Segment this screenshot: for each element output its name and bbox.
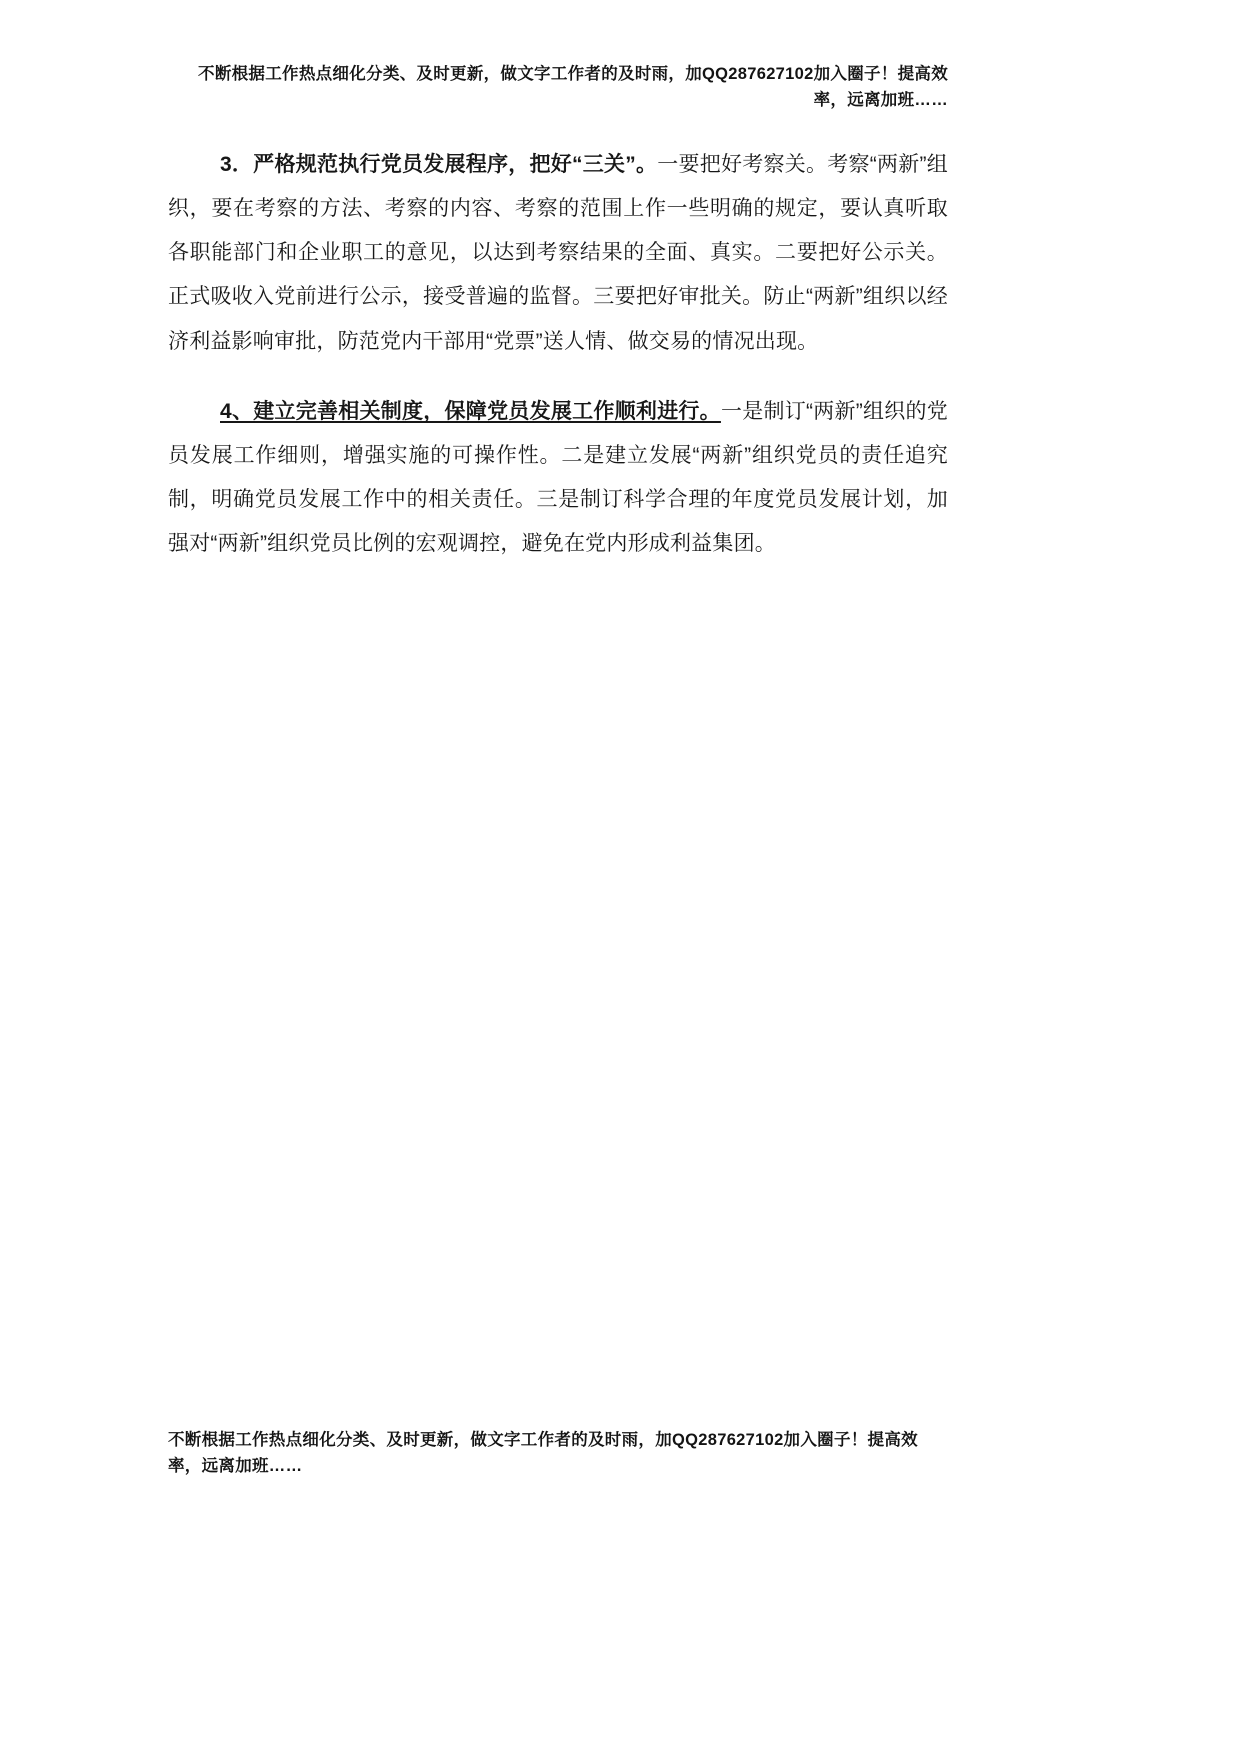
document-body (168, 62, 948, 1246)
paragraph-3-body: 一要把好考察关。考察“两新”组织，要在考察的方法、考察的内容、考察的范围上作一些明确的规定，要认真听取各职能部门和企业职工的意见，以达到考察结果的全面、真实。二要把好公示关。正式吸收入党前进行公示，接受普遍的监督。三要把好审批关。防止“两新”组织以经济利益影响审批，防范党内干部用“党票”送人情、做交易的情况出现。 (168, 153, 948, 353)
footer-watermark-note: 不断根据工作热点细化分类、及时更新，做文字工作者的及时雨，加QQ287627102加入圈子！提高效率，远离加班…… (168, 1431, 918, 1475)
paragraph-4-lead: 4、建立完善相关制度，保障党员发展工作顺利进行。 (220, 399, 721, 423)
paragraph-4-body: 一是制订“两新”组织的党员发展工作细则，增强实施的可操作性。二是建立发展“两新”组织党员的责任追究制，明确党员发展工作中的相关责任。三是制订科学合理的年度党员发展计划，加强对“两新”组织党员比例的宏观调控，避免在党内形成利益集团。 (168, 399, 948, 555)
paragraph-3-lead: 3．严格规范执行党员发展程序，把好“三关”。 (220, 153, 658, 177)
paragraph-4 (168, 390, 948, 566)
header-watermark-note: 不断根据工作热点细化分类、及时更新，做文字工作者的及时雨，加QQ287627102加入圈子！提高效率，远离加班…… (198, 65, 948, 109)
paragraph-3 (168, 143, 948, 363)
blank-page-space (168, 566, 948, 1246)
